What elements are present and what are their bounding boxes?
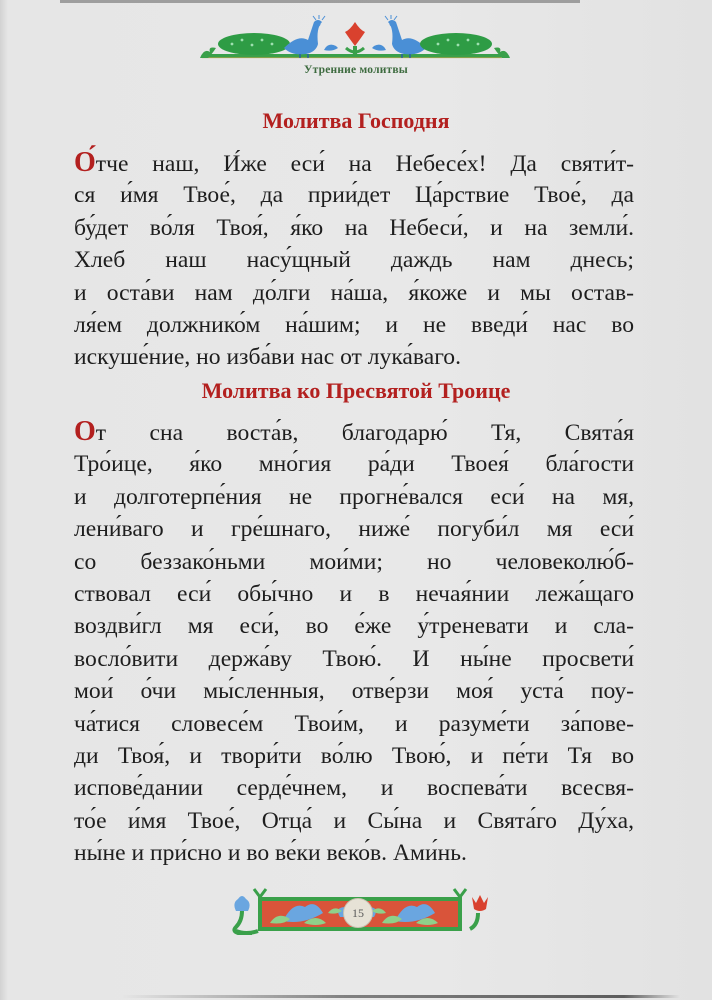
text-line: О́тче наш, И́же еси́ на Небесе́х! Да святи́т-: [74, 147, 634, 178]
text-line: воздви́гл мя еси́, во е́же у́треневати и сла-: [74, 613, 634, 640]
text-line: искуше́ние, но изба́ви нас от лука́ваго.: [74, 344, 461, 371]
drop-cap: О́: [74, 147, 96, 178]
text-line: восло́вити держа́ву Твою́. И ны́не просвети́: [74, 645, 634, 672]
text-line: ди Твоя́, и твори́ти во́лю Твою́, и пе́ти Тя во: [74, 742, 634, 769]
prayer-title: Молитва Господня: [262, 108, 450, 133]
page-number: 15: [343, 898, 373, 928]
drop-cap: О: [74, 416, 96, 447]
text-line: и долготерпе́ния не прогне́вался еси́ на мя,: [74, 483, 634, 510]
text-line: бу́дет во́ля Твоя́, я́ко на Небеси́, и на земли́.: [74, 214, 634, 241]
text-line: то́е и́мя Твое́, Отца́ и Сы́на и Свята́го Ду́ха,: [74, 807, 634, 834]
running-header: Утренние молитвы: [304, 64, 408, 76]
text-line: Тро́ице, я́ко мно́гия ра́ди Твоея́ бла́гости: [74, 451, 634, 478]
page-bottom-edge-shadow: [120, 995, 680, 998]
text-line: ствовал еси́ обы́чно и в нечая́нии лежа́щаго: [74, 580, 634, 607]
text-line: со беззако́ньми мои́ми; но человеколю́б-: [74, 548, 634, 575]
text-line: испове́дании серде́чнем, и воспева́ти всесвя-: [74, 775, 634, 802]
prayer-title: Молитва ко Пресвятой Троице: [201, 378, 511, 403]
peacock-ornament-icon: [196, 14, 514, 66]
page-top-edge-shadow: [60, 0, 580, 3]
text-line: и оста́ви нам до́лги на́ша, я́коже и мы остав-: [74, 279, 634, 306]
text-line: ча́тися словесе́м Твои́м, и разуме́ти за́пове-: [74, 710, 634, 737]
text-line: От сна воста́в, благодарю́ Тя, Свята́я: [74, 416, 634, 447]
text-line: ны́не и при́сно и во ве́ки веко́в. Ами́нь.: [74, 840, 467, 867]
text-line: мои́ о́чи мы́сленныя, отве́рзи моя́ уста́ поу-: [74, 678, 634, 705]
text-line: ля́ем должнико́м на́шим; и не введи́ нас во: [74, 311, 634, 338]
text-line: Хлеб наш насу́щный даждь нам днесь;: [74, 247, 634, 274]
prayer-text: [74, 416, 634, 869]
text-line: лени́ваго и гре́шнаго, ниже́ погуби́л мя еси́: [74, 516, 634, 543]
prayer-text: [74, 147, 634, 374]
text-line: ся и́мя Твое́, да прии́дет Ца́рствие Твое́, да: [74, 182, 634, 209]
